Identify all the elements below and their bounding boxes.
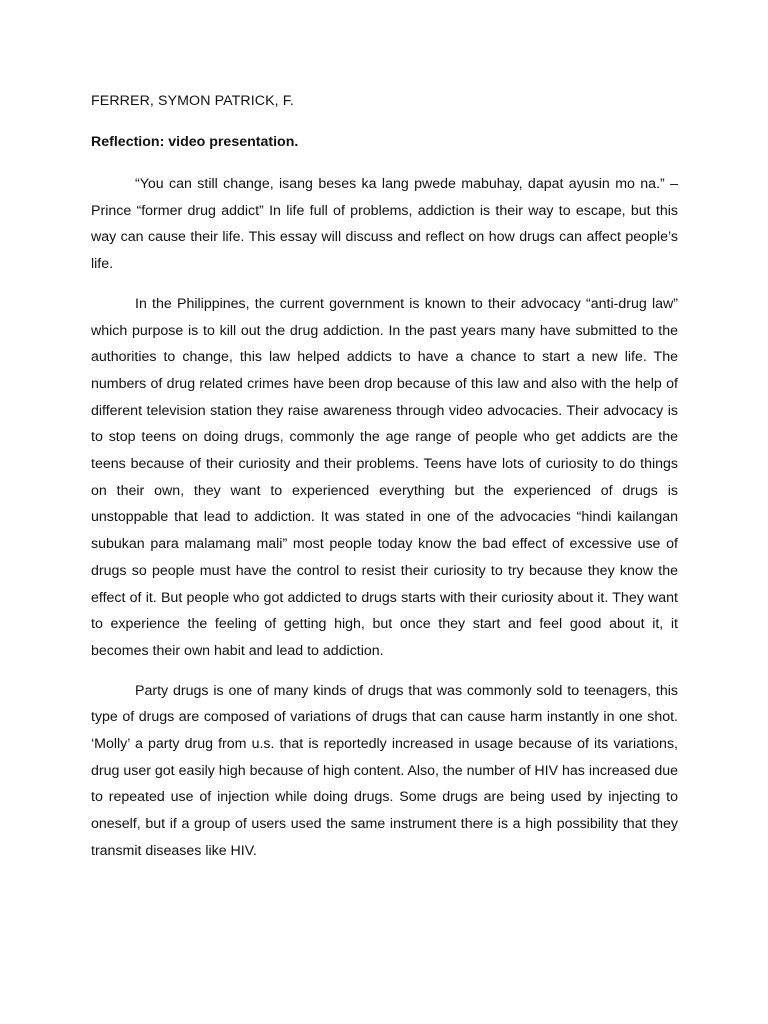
- document-title: Reflection: video presentation.: [91, 134, 299, 150]
- author-name: FERRER, SYMON PATRICK, F.: [91, 93, 294, 109]
- paragraph-party-drugs: Party drugs is one of many kinds of drugs that was commonly sold to teenagers, this type of drugs are composed of variations of drugs that can cause harm instantly in one shot. ‘Molly’ a party drug from u.s. that is reportedly increased in usage because of its variations, drug user got easily high because of high content. Also, the number of HIV has increased due to repeated use of injection while doing drugs. Some drugs are being used by injecting to oneself, but if a group of users used the same instrument there is a high possibility that they transmit diseases like HIV.: [91, 682, 678, 859]
- document-body: [91, 171, 678, 878]
- paragraph-philippines: In the Philippines, the current government is known to their advocacy “anti-drug law” which purpose is to kill out the drug addiction. In the past years many have submitted to the authorities to change, this law helped addicts to have a chance to start a new life. The numbers of drug related crimes have been drop because of this law and also with the help of different television station they raise awareness through video advocacies. Their advocacy is to stop teens on doing drugs, commonly the age range of people who get addicts are the teens because of their curiosity and their problems. Teens have lots of curiosity to do things on their own, they want to experienced everything but the experienced of drugs is unstoppable that lead to addiction. It was stated in one of the advocacies “hindi kailangan subukan para malamang mali” most people today know the bad effect of excessive use of drugs so people must have the control to resist their curiosity to try because they know the effect of it. But people who got addicted to drugs starts with their curiosity about it. They want to experience the feeling of getting high, but once they start and feel good about it, it becomes their own habit and lead to addiction.: [91, 295, 678, 659]
- paragraph-intro: “You can still change, isang beses ka lang pwede mabuhay, dapat ayusin mo na.” – Prince “former drug addict” In life full of problems, addiction is their way to escape, but this way can cause their life. This essay will discuss and reflect on how drugs can affect people’s life.: [91, 176, 678, 273]
